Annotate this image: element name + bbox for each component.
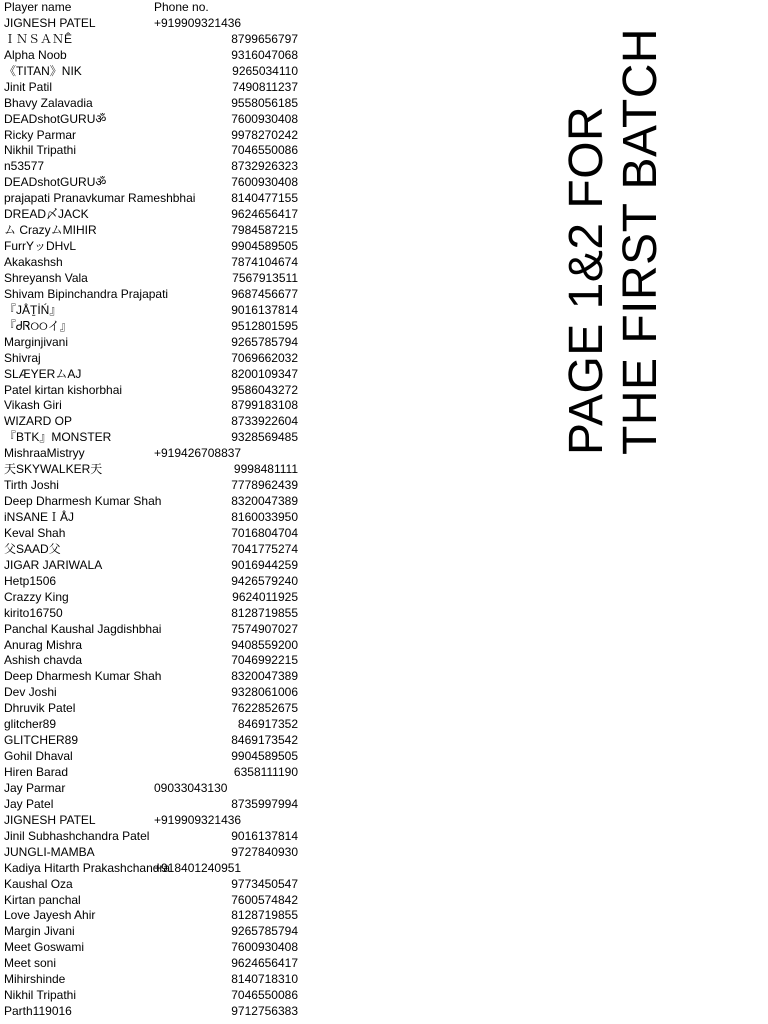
- table-row: [4, 797, 304, 813]
- player-name-cell: 《TITAN》NIK: [4, 63, 82, 78]
- player-name-cell: WIZARD OP: [4, 414, 72, 429]
- phone-number-cell: 8320047389: [231, 669, 298, 684]
- phone-number-cell: 9998481111: [233, 462, 298, 477]
- phone-number-cell: 7600930408: [231, 175, 298, 190]
- table-row: [4, 32, 304, 48]
- table-row: [4, 638, 304, 654]
- phone-number-cell: 9904589505: [231, 239, 298, 254]
- player-name-cell: Dev Joshi: [4, 685, 57, 700]
- table-row: [4, 255, 304, 271]
- table-row: [4, 128, 304, 144]
- player-name-cell: Kaushal Oza: [4, 876, 73, 891]
- phone-number-cell: 7046550086: [231, 143, 298, 158]
- phone-number-cell: 9016137814: [231, 302, 298, 317]
- player-name-cell: Parth119016: [4, 1004, 72, 1019]
- table-row: [4, 112, 304, 128]
- phone-number-cell: 7984587215: [231, 223, 298, 238]
- phone-number-cell: 9328569485: [231, 430, 298, 445]
- phone-number-cell: 8140718310: [231, 972, 298, 987]
- table-row: [4, 446, 304, 462]
- player-name-cell: Gohil Dhaval: [4, 749, 73, 764]
- phone-number-cell: 09033043130: [154, 780, 228, 795]
- header-phone-no: Phone no.: [154, 0, 209, 14]
- table-row: [4, 622, 304, 638]
- phone-number-cell: 8735997994: [231, 796, 298, 811]
- table-row: [4, 319, 304, 335]
- player-name-cell: iNSANEＩÅJ: [4, 510, 75, 524]
- player-name-cell: Deep Dharmesh Kumar Shah: [4, 494, 162, 509]
- phone-number-cell: 7069662032: [231, 350, 298, 365]
- phone-number-cell: 8160033950: [231, 510, 298, 524]
- table-row: [4, 191, 304, 207]
- player-name-cell: JIGAR JARIWALA: [4, 557, 103, 572]
- table-row: [4, 733, 304, 749]
- player-name-cell: prajapati Pranavkumar Rameshbhai: [4, 191, 196, 206]
- phone-number-cell: 8799656797: [231, 31, 298, 46]
- phone-number-cell: +919909321436: [154, 15, 242, 30]
- table-body: [4, 16, 304, 1020]
- table-row: [4, 590, 304, 606]
- player-name-cell: JIGNESH PATEL: [4, 812, 96, 827]
- table-row: [4, 223, 304, 239]
- batch-note-line-2: THE FIRST BATCH: [614, 27, 667, 455]
- table-row: [4, 287, 304, 303]
- phone-number-cell: 7567913511: [232, 270, 298, 285]
- table-row: [4, 207, 304, 223]
- table-row: [4, 80, 304, 96]
- table-row: [4, 351, 304, 367]
- player-name-cell: Shreyansh Vala: [4, 270, 88, 285]
- batch-note: [560, 27, 668, 455]
- table-row: [4, 717, 304, 733]
- player-name-cell: DREAD〆JACK: [4, 207, 89, 222]
- phone-number-cell: 7600574842: [231, 892, 298, 907]
- player-name-cell: Panchal Kaushal Jagdishbhai: [4, 621, 162, 636]
- phone-number-cell: 846917352: [237, 717, 298, 732]
- phone-number-cell: 8733922604: [231, 414, 298, 429]
- table-row: [4, 558, 304, 574]
- player-name-cell: Marginjivani: [4, 334, 69, 349]
- table-row: [4, 175, 304, 191]
- table-row: [4, 271, 304, 287]
- player-name-cell: kirito16750: [4, 605, 63, 620]
- table-row: [4, 877, 304, 893]
- table-row: [4, 367, 304, 383]
- phone-number-cell: 6358111190: [233, 765, 298, 779]
- table-row: [4, 414, 304, 430]
- player-name-cell: Meet Goswami: [4, 940, 85, 955]
- phone-number-cell: 9978270242: [231, 127, 298, 142]
- player-name-cell: Shivam Bipinchandra Prajapati: [4, 286, 169, 301]
- table-row: [4, 606, 304, 622]
- player-name-cell: JUNGLI-MAMBA: [4, 844, 95, 859]
- player-name-cell: ＩＮＳＡＮÊ: [4, 31, 73, 46]
- phone-number-cell: 7874104674: [231, 255, 298, 269]
- player-name-cell: GLITCHER89: [4, 733, 79, 748]
- player-name-cell: Dhruvik Patel: [4, 701, 76, 716]
- player-name-cell: Margin Jivani: [4, 924, 75, 939]
- phone-number-cell: +919426708837: [154, 446, 242, 461]
- player-name-cell: Vikash Giri: [4, 398, 62, 413]
- batch-note-line-1: PAGE 1&2 FOR: [560, 105, 613, 455]
- player-name-cell: Hetp1506: [4, 573, 57, 588]
- table-row: [4, 430, 304, 446]
- phone-number-cell: 9712756383: [231, 1004, 298, 1019]
- phone-number-cell: 9265785794: [231, 924, 298, 939]
- table-row: [4, 159, 304, 175]
- player-name-cell: Mihirshinde: [4, 972, 66, 987]
- table-row: [4, 16, 304, 32]
- phone-number-cell: 9016944259: [231, 557, 298, 572]
- phone-number-cell: 8128719855: [231, 605, 298, 620]
- phone-number-cell: 9558056185: [231, 95, 298, 110]
- phone-number-cell: 9586043272: [231, 382, 298, 397]
- table-row: [4, 908, 304, 924]
- table-row: [4, 765, 304, 781]
- player-table: [4, 0, 304, 1020]
- phone-number-cell: 9904589505: [231, 749, 298, 764]
- table-row: [4, 940, 304, 956]
- player-name-cell: Hiren Barad: [4, 765, 69, 779]
- table-header: [4, 0, 304, 16]
- table-row: [4, 494, 304, 510]
- player-name-cell: Tirth Joshi: [4, 478, 59, 493]
- phone-number-cell: 8469173542: [231, 733, 298, 748]
- phone-number-cell: 9016137814: [231, 828, 298, 843]
- player-name-cell: DEADshotGURUॐ: [4, 111, 107, 126]
- table-row: [4, 239, 304, 255]
- table-row: [4, 1004, 304, 1020]
- player-name-cell: 『BTK』MONSTER: [4, 430, 112, 445]
- phone-number-cell: 8200109347: [231, 366, 298, 381]
- table-row: [4, 143, 304, 159]
- phone-number-cell: 8799183108: [231, 398, 298, 413]
- player-name-cell: 天SKYWALKER天: [4, 462, 103, 477]
- player-name-cell: Crazzy King: [4, 589, 69, 604]
- table-row: [4, 303, 304, 319]
- player-name-cell: MishraaMistryy: [4, 446, 85, 461]
- player-name-cell: n53577: [4, 159, 45, 174]
- player-name-cell: DEADshotGURUॐ: [4, 175, 107, 190]
- table-row: [4, 462, 304, 478]
- table-row: [4, 813, 304, 829]
- player-name-cell: 『JÅṮİŃ』: [4, 302, 62, 317]
- table-row: [4, 64, 304, 80]
- player-name-cell: Nikhil Tripathi: [4, 143, 77, 158]
- table-row: [4, 956, 304, 972]
- phone-number-cell: 9265034110: [232, 63, 298, 78]
- player-name-cell: Jinil Subhashchandra Patel: [4, 828, 150, 843]
- player-name-cell: Deep Dharmesh Kumar Shah: [4, 669, 162, 684]
- table-row: [4, 510, 304, 526]
- table-row: [4, 845, 304, 861]
- player-name-cell: Ricky Parmar: [4, 127, 77, 142]
- phone-number-cell: 7490811237: [232, 79, 298, 94]
- player-name-cell: Jay Patel: [4, 796, 54, 811]
- player-name-cell: Love Jayesh Ahir: [4, 908, 96, 923]
- table-row: [4, 701, 304, 717]
- table-row: [4, 924, 304, 940]
- phone-number-cell: 7778962439: [231, 478, 298, 493]
- player-name-cell: Jinit Patil: [4, 79, 53, 94]
- player-name-cell: JIGNESH PATEL: [4, 15, 96, 30]
- table-row: [4, 829, 304, 845]
- table-row: [4, 96, 304, 112]
- phone-number-cell: 9687456677: [231, 286, 298, 301]
- player-name-cell: Bhavy Zalavadia: [4, 95, 93, 110]
- phone-number-cell: 7600930408: [231, 111, 298, 126]
- table-row: [4, 48, 304, 64]
- header-player-name: Player name: [4, 0, 72, 14]
- phone-number-cell: 7046550086: [231, 988, 298, 1003]
- table-row: [4, 478, 304, 494]
- phone-number-cell: 9773450547: [231, 876, 298, 891]
- table-row: [4, 383, 304, 399]
- table-row: [4, 685, 304, 701]
- phone-number-cell: 9265785794: [231, 334, 298, 349]
- phone-number-cell: 9624656417: [231, 207, 298, 222]
- player-name-cell: Meet soni: [4, 956, 57, 971]
- phone-number-cell: 9624656417: [231, 956, 298, 971]
- phone-number-cell: 9328061006: [231, 685, 298, 700]
- table-row: [4, 574, 304, 590]
- table-row: [4, 398, 304, 414]
- table-row: [4, 988, 304, 1004]
- phone-number-cell: 9426579240: [231, 573, 298, 588]
- player-name-cell: ム CrazyムMIHIR: [4, 223, 97, 238]
- phone-number-cell: 7041775274: [231, 541, 298, 556]
- table-row: [4, 893, 304, 909]
- table-row: [4, 781, 304, 797]
- phone-number-cell: 7600930408: [231, 940, 298, 955]
- player-name-cell: Alpha Noob: [4, 47, 67, 62]
- player-name-cell: SLÆYERムAJ: [4, 366, 82, 381]
- player-name-cell: Keval Shah: [4, 525, 66, 540]
- phone-number-cell: 9512801595: [231, 318, 298, 333]
- phone-number-cell: 9408559200: [231, 637, 298, 652]
- table-row: [4, 335, 304, 351]
- table-row: [4, 972, 304, 988]
- player-name-cell: Akakashsh: [4, 255, 63, 269]
- player-name-cell: Jay Parmar: [4, 780, 66, 795]
- player-name-cell: Nikhil Tripathi: [4, 988, 77, 1003]
- phone-number-cell: 8140477155: [231, 191, 298, 206]
- table-row: [4, 542, 304, 558]
- phone-number-cell: 7622852675: [231, 701, 298, 716]
- table-row: [4, 653, 304, 669]
- player-name-cell: Anurag Mishra: [4, 637, 83, 652]
- player-name-cell: glitcher89: [4, 717, 57, 732]
- phone-number-cell: 7046992215: [231, 653, 298, 668]
- table-row: [4, 749, 304, 765]
- player-name-cell: Shivraj: [4, 350, 41, 365]
- table-row: [4, 669, 304, 685]
- phone-number-cell: 7016804704: [231, 525, 298, 540]
- table-row: [4, 861, 304, 877]
- phone-number-cell: 8128719855: [231, 908, 298, 923]
- player-name-cell: Kadiya Hitarth Prakashchandra: [4, 860, 171, 875]
- player-name-cell: Kirtan panchal: [4, 892, 81, 907]
- player-name-cell: FurrYッDHvL: [4, 239, 77, 254]
- player-name-cell: Patel kirtan kishorbhai: [4, 382, 123, 397]
- phone-number-cell: 9727840930: [231, 844, 298, 859]
- phone-number-cell: 9624011925: [232, 589, 298, 604]
- phone-number-cell: 8320047389: [231, 494, 298, 509]
- phone-number-cell: 8732926323: [231, 159, 298, 174]
- player-name-cell: 『ᏧᏒ୦୦イ』: [4, 318, 72, 333]
- player-name-cell: 父SAAD父: [4, 541, 61, 556]
- player-name-cell: Ashish chavda: [4, 653, 83, 668]
- phone-number-cell: +918401240951: [154, 860, 242, 875]
- phone-number-cell: 9316047068: [231, 47, 298, 62]
- phone-number-cell: 7574907027: [231, 621, 298, 636]
- table-row: [4, 526, 304, 542]
- phone-number-cell: +919909321436: [154, 812, 242, 827]
